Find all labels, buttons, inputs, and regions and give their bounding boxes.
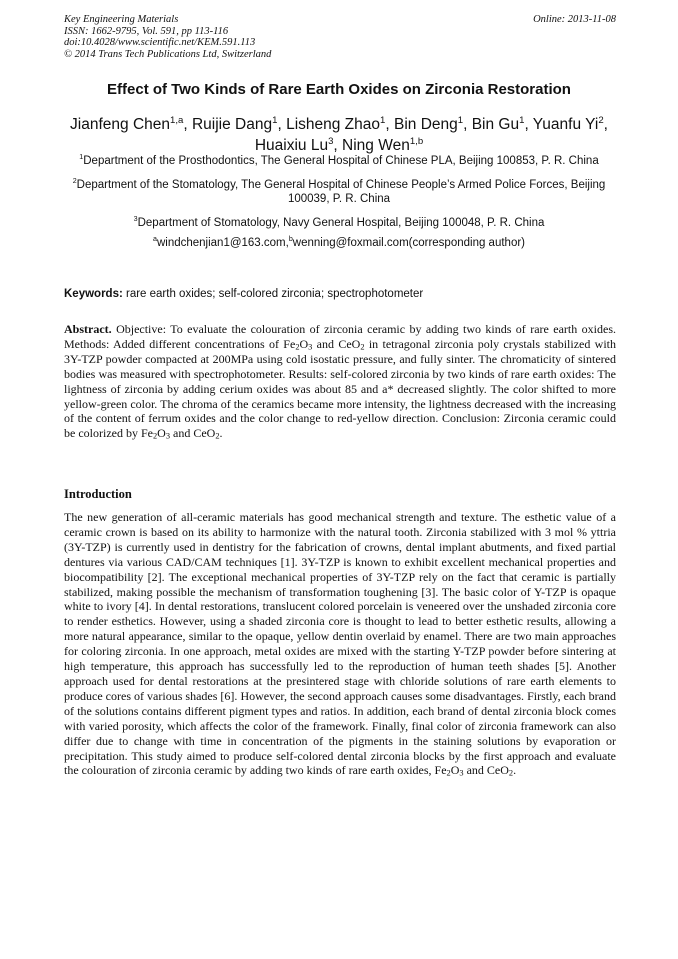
keywords (64, 287, 616, 301)
text-run: and CeO (170, 426, 216, 441)
author: Jianfeng Chen$^{1,a}$ (70, 114, 184, 133)
text-run: in tetragonal zirconia poly crystals stabilized with 3Y-TZP powder compacted at 200MPa using cold isostatic pressure, and fully sinter. The chromaticity of sintered bodies was measured with spectrophotometer. Results: self-colored zirconia by two kinds of rare earth oxides: The lightness of zirconia by adding cerium oxides was about 85 and a* decreased slightly. The color shifted to more yellow-green color. The chroma of the ceramics became more intensity, the lightness decreased with the increasing of the content of ferrum oxides and the color change to red-yellow direction. Conclusion: Zirconia ceramic could be colorized by Fe (64, 336, 616, 441)
text-run: O (299, 336, 309, 351)
affiliation-3: $^3$Department of Stomatology, Navy General Hospital, Beijing 100048, P. R. China (133, 214, 545, 229)
affiliation-1: $^1$Department of the Prosthodontics, The General Hospital of Chinese PLA, Beijing 100853, P. R. China (79, 153, 599, 167)
subscript: 2 (360, 342, 365, 352)
author: Yuanfu Yi$^2$ (532, 114, 604, 133)
section-heading-introduction: Introduction (64, 487, 132, 501)
abstract (64, 322, 616, 441)
text-run: Objective: To evaluate the colouration of zirconia ceramic by adding two kinds of rare earth oxides. Methods: Added different concentrations of Fe (64, 322, 616, 351)
subscript: 3 (459, 769, 464, 779)
journal-name: Key Engineering Materials (64, 14, 179, 25)
subscript: 2 (215, 432, 220, 442)
copyright-line: © 2014 Trans Tech Publications Ltd, Switzerland (64, 48, 272, 60)
email-b: wenning@foxmail.com(corresponding author) (292, 237, 525, 249)
keywords-text: rare earth oxides; self-colored zirconia; spectrophotometer (126, 288, 424, 300)
author: Ning Wen$^{1,b}$ (342, 135, 424, 154)
subscript: 3 (308, 342, 313, 352)
author: Bin Deng$^1$ (393, 114, 464, 133)
abstract-label: Abstract. (64, 322, 112, 336)
text-run: and CeO (312, 336, 361, 351)
paper-title: Effect of Two Kinds of Rare Earth Oxides on Zirconia Restoration (107, 81, 571, 98)
text-run: . (219, 426, 223, 441)
subscript: 3 (165, 432, 171, 442)
text-run: O (157, 426, 166, 441)
author-list: Jianfeng Chen$^{1,a}$, Ruijie Dang$^1$, Lisheng Zhao$^1$, Bin Deng$^1$, Bin Gu$^1$, Yuanfu Yi$^2$, Huaixiu Lu$^3$, Ning Wen$^{1,b}$ (70, 114, 608, 154)
subscript: 2 (152, 432, 158, 442)
author: Lisheng Zhao$^1$ (286, 114, 386, 133)
author: Huaixiu Lu$^3$ (254, 135, 334, 154)
abstract-body (64, 322, 616, 440)
subscript: 2 (446, 769, 451, 779)
subscript: 2 (295, 342, 300, 352)
text-run: . (513, 763, 517, 778)
keywords-label: Keywords: (64, 288, 123, 300)
subscript: 2 (508, 769, 514, 779)
author: Ruijie Dang$^1$ (191, 114, 278, 133)
affiliations (60, 154, 618, 251)
affiliation-2: $^2$Department of the Stomatology, The General Hospital of Chinese People’s Armed Police Forces, Beijing 100039, P. R. China (72, 176, 606, 205)
issn-line: ISSN: 1662-9795, Vol. 591, pp 113-116 (64, 25, 229, 37)
email-a: windchenjian1@163.com, (156, 237, 289, 249)
online-date: Online: 2013-11-08 (533, 14, 616, 25)
text-run: The new generation of all-ceramic materials has good mechanical strength and texture. The esthetic value of a ceramic crown is based on its ability to harmonize with the natural tooth. Zirconia stabilized with 3 mol % yttria (3Y-TZP) is currently used in dentistry for the fabrication of crowns, dental implant abutments, and fixed partial dentures via various CAD/CAM techniques [1]. 3Y-TZP is known to exhibit excellent mechanical properties and biocompatibility [2]. The exceptional mechanical properties of 3Y-TZP rely on the fact that ceramic is partially stabilized, making possible the mechanism of transformation toughening [3]. The basic color of Y-TZP is opaque white to ivory [4]. In dental restorations, translucent colored porcelain is veneered over the unshaded zirconia core to render esthetics. However, using a shaded zirconia core is thought to lead to better esthetic results, allowing a more natural appearance, similar to the opaque, yellow dentin overlaid by enamel. There are two main approaches for coloring zirconia. In one approach, metal oxides are mixed with the starting Y-TZP powder before sintering at high temperature, this approach has successfully led to the reproduction of human teeth shades [5]. Another approach used for dental restorations at the presintered stage with chloride solutions of rare earth elements to produce cores of various shades [6]. However, the second approach causes some disadvantages. Firstly, each brand of the solutions contains different pigment types and ratios. In addition, each brand of dental zirconia block comes with varied porosity, which affects the color of the framework. Finally, final color of zirconia framework can also differ due to change with time in concentration of the pigments in the staining solutions by evaporation or precipitation. This study aimed to produce self-colored dental zirconia blocks by the first approach and evaluate the colouration of zirconia ceramic by adding two kinds of rare earth oxides, Fe (64, 510, 616, 778)
text-run: and CeO (463, 763, 509, 778)
author-emails: $^a$windchenjian1@163.com,$^b$wenning@foxmail.com(corresponding author) (152, 235, 525, 249)
introduction-body (64, 510, 616, 778)
running-header (64, 14, 384, 60)
introduction-text (64, 510, 616, 777)
text-run: O (450, 763, 460, 778)
doi-line: doi:10.4028/www.scientific.net/KEM.591.113 (64, 37, 256, 48)
author: Bin Gu$^1$ (471, 114, 525, 133)
